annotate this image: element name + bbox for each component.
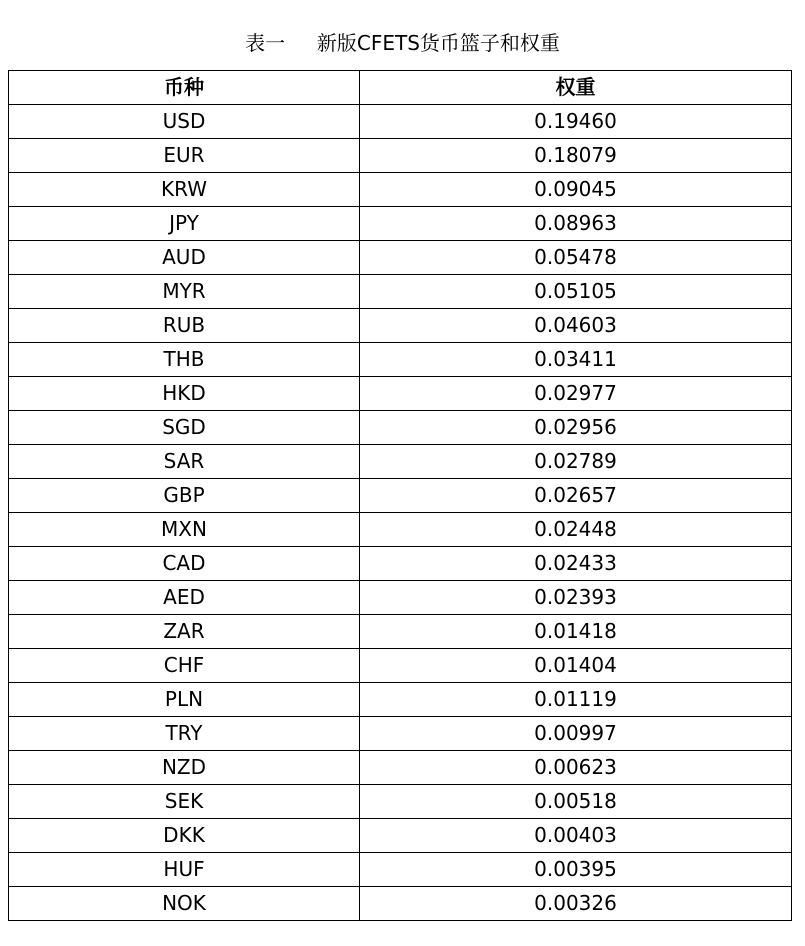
weight-cell: 0.03411	[360, 343, 792, 377]
weight-cell: 0.02977	[360, 377, 792, 411]
weight-cell: 0.01418	[360, 615, 792, 649]
weight-cell: 0.02657	[360, 479, 792, 513]
weight-cell: 0.08963	[360, 207, 792, 241]
table-row	[9, 207, 792, 241]
weight-cell: 0.01119	[360, 683, 792, 717]
table-caption	[0, 27, 805, 59]
weight-cell: 0.02433	[360, 547, 792, 581]
caption-title: 新版CFETS货币篮子和权重	[316, 31, 560, 55]
table-row	[9, 513, 792, 547]
currency-cell: ZAR	[9, 615, 360, 649]
table-row	[9, 887, 792, 921]
currency-cell: MXN	[9, 513, 360, 547]
table-row	[9, 411, 792, 445]
table-row	[9, 683, 792, 717]
weight-cell: 0.00623	[360, 751, 792, 785]
weight-cell: 0.05105	[360, 275, 792, 309]
currency-cell: TRY	[9, 717, 360, 751]
table-row	[9, 377, 792, 411]
table-row	[9, 309, 792, 343]
table-row	[9, 275, 792, 309]
weight-cell: 0.00518	[360, 785, 792, 819]
table-body	[9, 105, 792, 921]
table-row	[9, 139, 792, 173]
currency-cell: AED	[9, 581, 360, 615]
weight-cell: 0.02956	[360, 411, 792, 445]
currency-cell: PLN	[9, 683, 360, 717]
currency-cell: SEK	[9, 785, 360, 819]
currency-cell: GBP	[9, 479, 360, 513]
currency-cell: DKK	[9, 819, 360, 853]
weight-cell: 0.18079	[360, 139, 792, 173]
table-row	[9, 615, 792, 649]
table-row	[9, 241, 792, 275]
weight-cell: 0.04603	[360, 309, 792, 343]
currency-cell: CHF	[9, 649, 360, 683]
currency-cell: SGD	[9, 411, 360, 445]
table-row	[9, 547, 792, 581]
table-row	[9, 479, 792, 513]
currency-cell: USD	[9, 105, 360, 139]
header-row	[9, 71, 792, 105]
currency-cell: RUB	[9, 309, 360, 343]
caption-label: 表一	[245, 31, 286, 55]
currency-cell: MYR	[9, 275, 360, 309]
currency-cell: SAR	[9, 445, 360, 479]
table-row	[9, 717, 792, 751]
weight-cell: 0.01404	[360, 649, 792, 683]
weight-cell: 0.00395	[360, 853, 792, 887]
table-row	[9, 343, 792, 377]
currency-cell: EUR	[9, 139, 360, 173]
table-row	[9, 105, 792, 139]
weight-cell: 0.09045	[360, 173, 792, 207]
currency-cell: CAD	[9, 547, 360, 581]
table-row	[9, 751, 792, 785]
currency-cell: NZD	[9, 751, 360, 785]
currency-cell: NOK	[9, 887, 360, 921]
weight-cell: 0.00403	[360, 819, 792, 853]
weight-cell: 0.05478	[360, 241, 792, 275]
weight-cell: 0.02448	[360, 513, 792, 547]
weight-cell: 0.19460	[360, 105, 792, 139]
currency-weight-table	[8, 70, 792, 921]
currency-cell: THB	[9, 343, 360, 377]
currency-cell: HUF	[9, 853, 360, 887]
currency-cell: KRW	[9, 173, 360, 207]
table-row	[9, 649, 792, 683]
table-row	[9, 173, 792, 207]
table-row	[9, 581, 792, 615]
weight-cell: 0.02789	[360, 445, 792, 479]
table-row	[9, 445, 792, 479]
currency-cell: AUD	[9, 241, 360, 275]
table-row	[9, 819, 792, 853]
weight-cell: 0.02393	[360, 581, 792, 615]
currency-cell: JPY	[9, 207, 360, 241]
currency-cell: HKD	[9, 377, 360, 411]
table-row	[9, 785, 792, 819]
weight-cell: 0.00997	[360, 717, 792, 751]
weight-cell: 0.00326	[360, 887, 792, 921]
header-weight: 权重	[360, 71, 792, 105]
table-row	[9, 853, 792, 887]
header-currency: 币种	[9, 71, 360, 105]
